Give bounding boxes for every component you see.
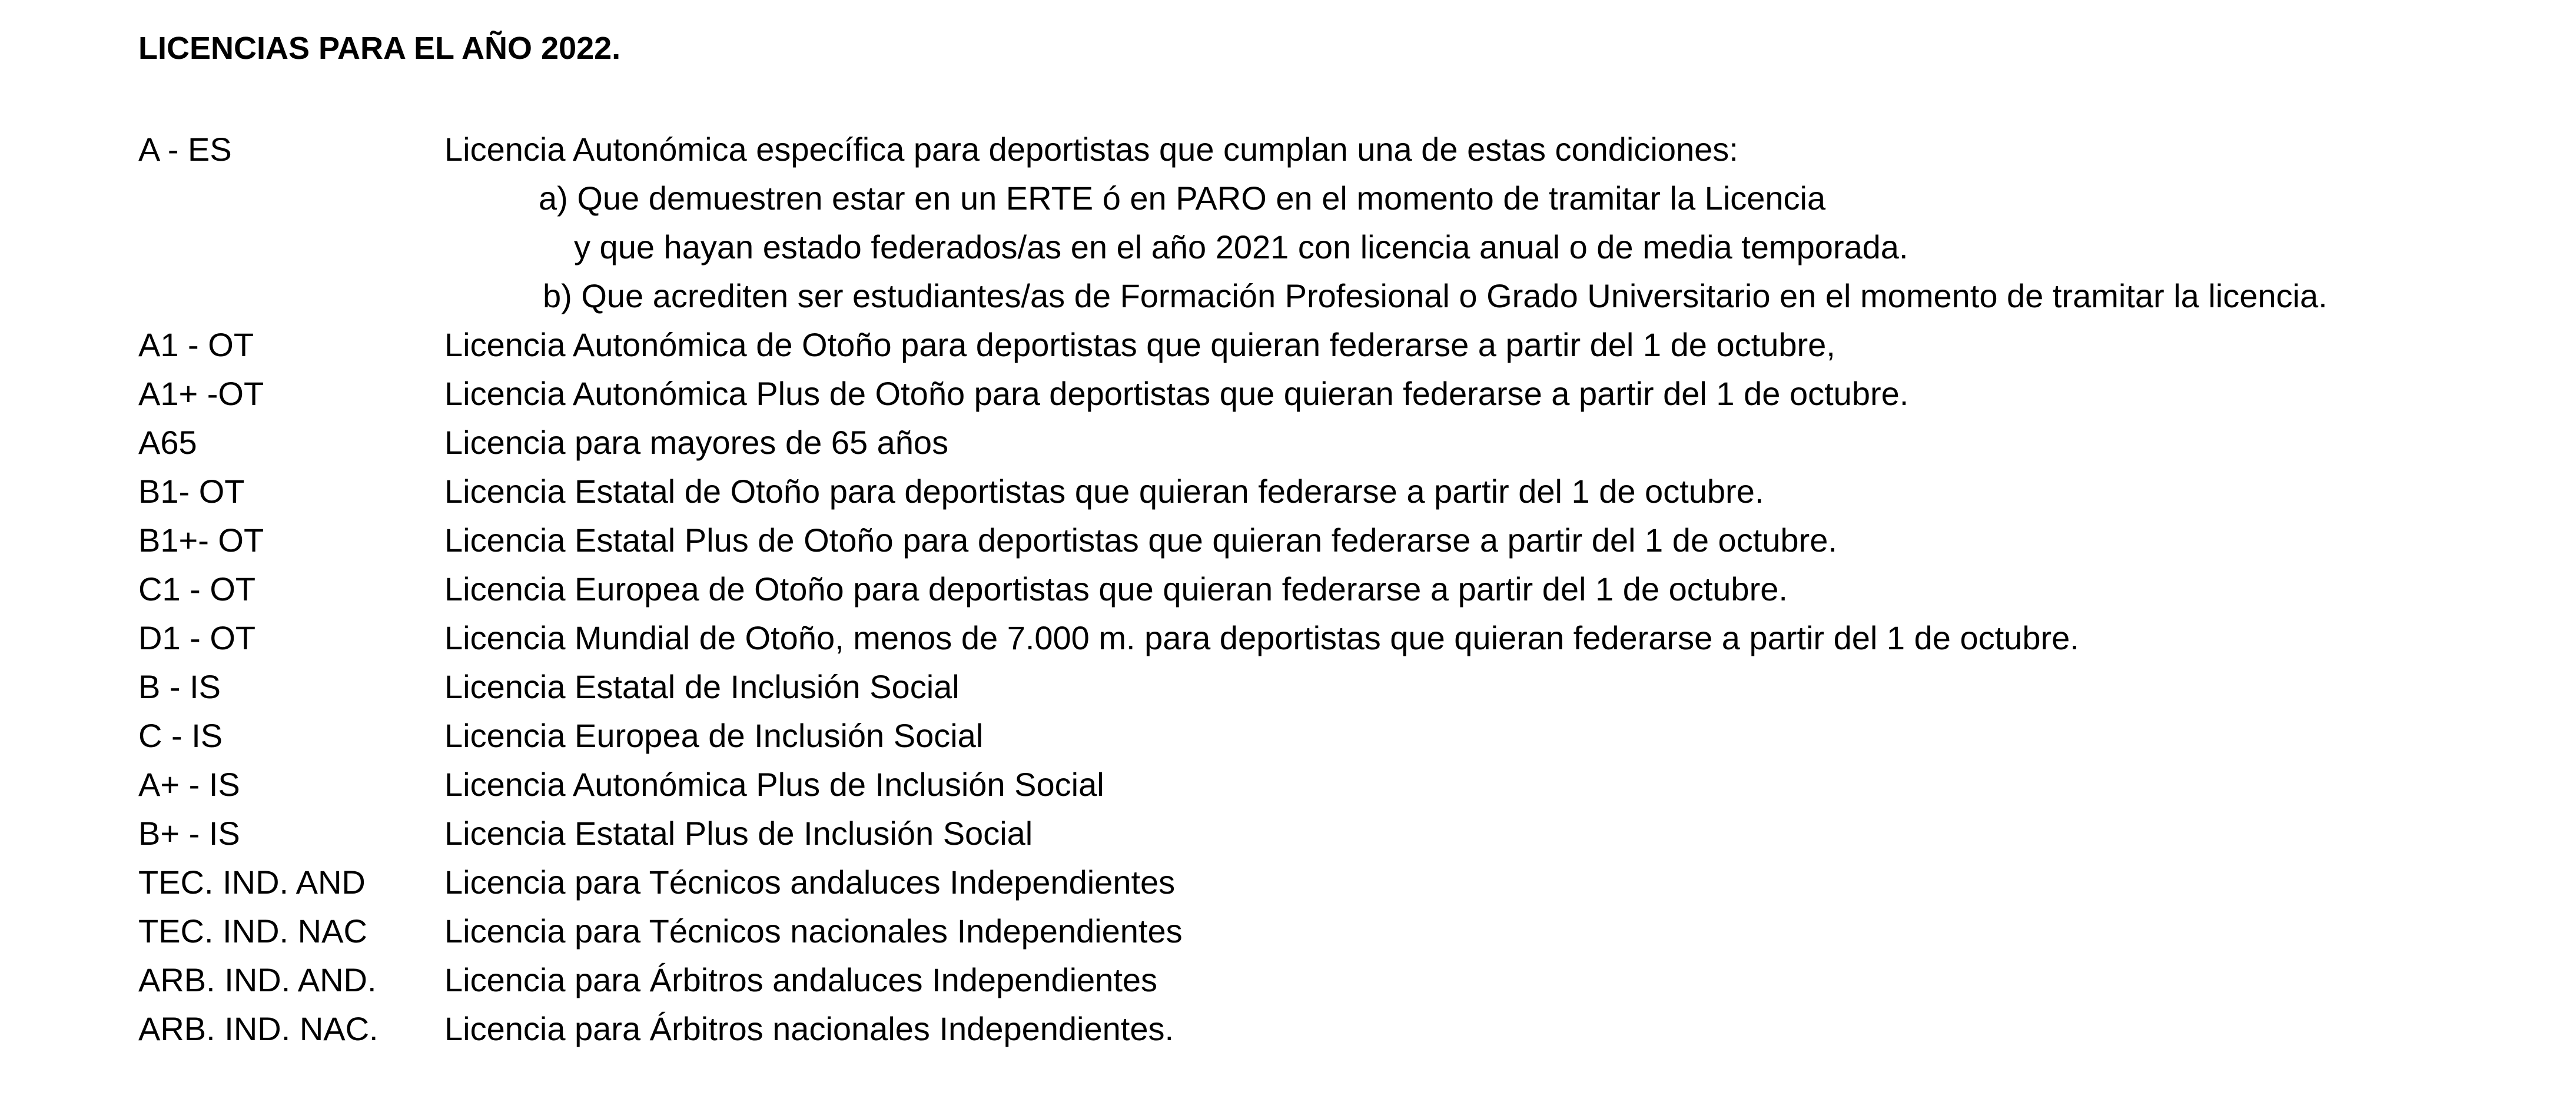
license-code: C - IS [138,717,223,754]
license-description: Licencia Europea de Otoño para deportistas que quieran federarse a partir del 1 de octubre. [444,570,1788,608]
license-description: Licencia Autonómica Plus de Inclusión Social [444,766,1104,803]
license-row [0,955,2576,1004]
license-description: Licencia Estatal de Inclusión Social [444,668,960,705]
license-row [0,369,2576,418]
license-row [0,711,2576,760]
license-row [0,858,2576,907]
condition-b-text: b) Que acrediten ser estudiantes/as de Formación Profesional o Grado Universitario en el momento de tramitar la licencia. [543,277,2328,314]
license-row [0,613,2576,662]
license-code: C1 - OT [138,570,256,608]
license-row [0,907,2576,955]
license-code: B1+- OT [138,522,264,559]
license-code: A65 [138,424,197,461]
license-description: Licencia Europea de Inclusión Social [444,717,984,754]
license-row [0,516,2576,565]
license-description: Licencia Autonómica Plus de Otoño para deportistas que quieran federarse a partir del 1 de octubre. [444,375,1909,412]
license-code: A1 - OT [138,326,254,363]
condition-a-line-1 [0,174,2576,223]
license-row [0,320,2576,369]
license-description: Licencia para mayores de 65 años [444,424,949,461]
license-code: B - IS [138,668,221,705]
condition-b-line [0,271,2576,320]
condition-a-continuation: y que hayan estado federados/as en el año 2021 con licencia anual o de media temporada. [574,228,1908,265]
license-code: ARB. IND. AND. [138,961,377,998]
license-row [0,809,2576,858]
license-code: B+ - IS [138,815,240,852]
license-description: Licencia para Técnicos nacionales Independientes [444,912,1183,950]
license-row [0,467,2576,516]
condition-a-line-2 [0,223,2576,271]
license-row [0,565,2576,613]
license-description: Licencia para Árbitros nacionales Independientes. [444,1010,1174,1047]
license-description: Licencia Estatal de Otoño para deportistas que quieran federarse a partir del 1 de octubre. [444,473,1764,510]
license-description: Licencia para Árbitros andaluces Independientes [444,961,1158,998]
license-code: B1- OT [138,473,245,510]
license-code: TEC. IND. AND [138,864,366,901]
license-row [0,418,2576,467]
license-code: ARB. IND. NAC. [138,1010,379,1047]
license-code: A - ES [138,131,232,168]
license-code: D1 - OT [138,619,256,656]
license-description: Licencia Autonómica de Otoño para deportistas que quieran federarse a partir del 1 de octubre, [444,326,1835,363]
license-row [0,662,2576,711]
license-description: Licencia Estatal Plus de Otoño para deportistas que quieran federarse a partir del 1 de octubre. [444,522,1837,559]
license-description: Licencia Mundial de Otoño, menos de 7.000 m. para deportistas que quieran federarse a partir del 1 de octubre. [444,619,2079,656]
license-row [0,1004,2576,1053]
license-description: Licencia Autonómica específica para deportistas que cumplan una de estas condiciones: [444,131,1738,168]
condition-a-text: a) Que demuestren estar en un ERTE ó en PARO en el momento de tramitar la Licencia [539,180,1826,217]
license-description: Licencia para Técnicos andaluces Independientes [444,864,1176,901]
license-code: A1+ -OT [138,375,264,412]
license-code: A+ - IS [138,766,240,803]
license-row-a-es [0,125,2576,174]
license-list [0,125,2576,1053]
document-title: LICENCIAS PARA EL AÑO 2022. [138,31,621,66]
license-description: Licencia Estatal Plus de Inclusión Social [444,815,1033,852]
license-row [0,760,2576,809]
license-code: TEC. IND. NAC [138,912,367,950]
